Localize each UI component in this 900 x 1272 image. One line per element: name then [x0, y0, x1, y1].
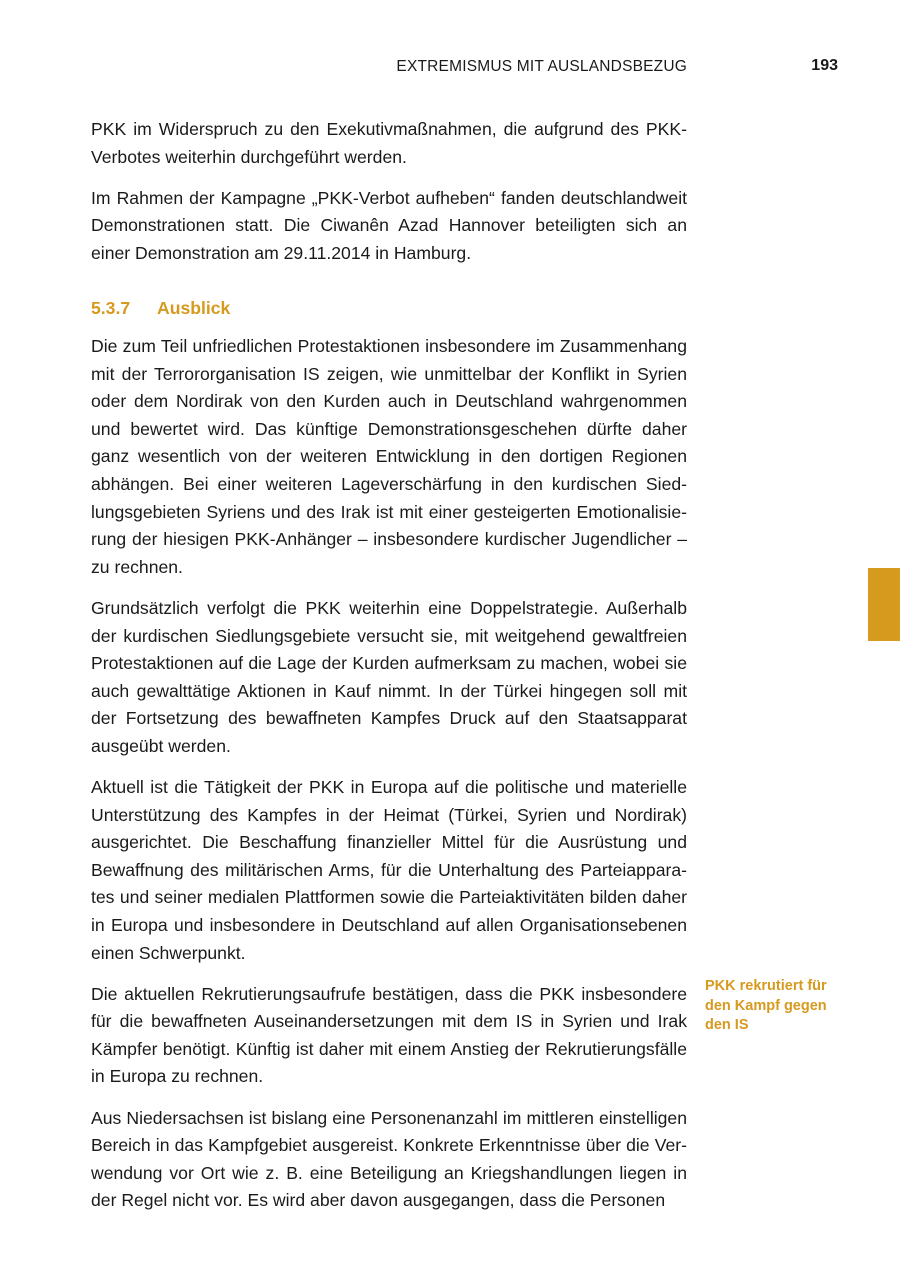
running-header: EXTREMISMUS MIT AUSLANDSBEZUG — [396, 58, 687, 75]
margin-note: PKK rekrutiert für den Kampf gegen den IS — [705, 978, 827, 1033]
main-text — [91, 116, 687, 1228]
section-heading — [91, 295, 687, 323]
paragraph: Die zum Teil unfriedlichen Protestaktionen insbesondere im Zusammenhang mit der Terrororganisation IS zeigen, wie unmittelbar der Konflikt in Syrien oder dem Nordirak von den Kurden auch in Deutschland wahrgenommen und bewertet wird. Das künftige Demonstrationsgeschehen dürfte daher ganz wesentlich von der weiteren Entwicklung in den dortigen Regionen abhängen. Bei einer weiteren Lageverschärfung in den kurdischen Siedlungsgebieten Syriens und des Irak ist mit einer gesteigerten Emotionalisierung der hiesigen PKK-Anhänger – insbesondere kurdischer Jugendlicher – zu rechnen. — [91, 336, 687, 577]
paragraph: Aus Niedersachsen ist bislang eine Personenanzahl im mittleren einstelligen Bereich in das Kampfgebiet ausgereist. Konkrete Erkenntnisse über die Verwendung vor Ort wie z. B. eine Beteiligung an Kriegshandlungen liegen in der Regel nicht vor. Es wird aber davon ausgegangen, dass die Personen — [91, 1107, 687, 1211]
paragraph: Im Rahmen der Kampagne „PKK-Verbot aufheben“ fanden deutschlandweit Demonstrationen statt. Die Ciwanên Azad Hannover beteiligten sich an einer Demonstration am 29.11.2014 in Hamburg. — [91, 187, 687, 263]
paragraph: Aktuell ist die Tätigkeit der PKK in Europa auf die politische und materielle Unterstützung des Kampfes in der Heimat (Türkei, Syrien und Nordirak) ausgerichtet. Die Beschaffung finanzieller Mittel für die Ausrüstung und Bewaffnung des militärischen Arms, für die Unterhaltung des Parteiapparates und seiner medialen Plattformen sowie die Parteiaktivitäten bilden daher in Europa und insbesondere in Deutschland auf allen Organisationsebenen einen Schwerpunkt. — [91, 776, 687, 963]
section-title: Ausblick — [157, 298, 231, 319]
paragraph: PKK im Widerspruch zu den Exekutivmaßnahmen, die aufgrund des PKK-Verbotes weiterhin durchgeführt werden. — [91, 119, 687, 167]
paragraph: Die aktuellen Rekrutierungsaufrufe bestätigen, dass die PKK insbesondere für die bewaffneten Auseinandersetzungen mit dem IS in Syrien und Irak Kämpfer benötigt. Künftig ist daher mit einem Anstieg der Rekrutierungsfälle in Europa zu rechnen. — [91, 983, 687, 1087]
section-number: 5.3.7 — [91, 298, 131, 319]
page-number: 193 — [811, 57, 838, 74]
paragraph: Grundsätzlich verfolgt die PKK weiterhin eine Doppelstrategie. Außerhalb der kurdischen Siedlungsgebiete versucht sie, mit weitgehend gewaltfreien Protestaktionen auf die Lage der Kurden aufmerksam zu machen, wobei sie auch gewalttätige Aktionen in Kauf nimmt. In der Türkei hingegen soll mit der Fortsetzung des bewaffneten Kampfes Druck auf den Staatsapparat ausgeübt werden. — [91, 597, 687, 756]
chapter-thumb-tab — [868, 568, 900, 641]
